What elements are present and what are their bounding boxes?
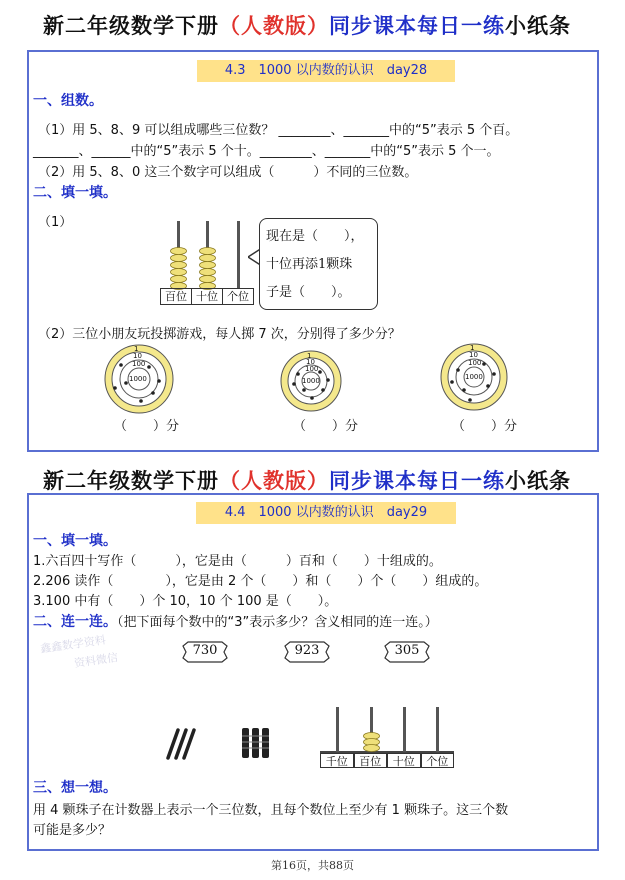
abacus-label-hundreds: 百位 [161,289,192,304]
question-label: （1） [38,215,73,230]
abacus-label-tens: 十位 [192,289,223,304]
section-connect-desc: （把下面每个数中的“3”表示多少？含义相同的连一连。） [117,615,438,630]
target-label-1000: 1000 [129,375,147,383]
abacus-label-row [160,288,254,305]
section-title-compose: 一、组数。 [33,93,103,109]
question-line: （1）用 5、8、9 可以组成哪些三位数？ ________、_______中的“5”表示 5 个百。 [38,123,519,138]
target-label-10: 10 [469,351,478,359]
abacus-label-ones: 个位 [227,290,249,303]
watermark-line-1: 鑫鑫数学资料 [39,633,107,656]
target-board-2 [276,350,346,412]
abacus-graphic [320,705,454,755]
abacus-four-digit[interactable] [320,705,454,767]
number-tag-305[interactable] [384,639,430,665]
target-board-1 [101,343,177,415]
target-label-1: 1 [134,345,139,353]
abacus-label-thousands: 千位 [320,753,354,768]
section-connect [33,611,438,631]
page-title-bottom [43,465,571,495]
question-line: 3.100 中有（ ）个 10，10 个 100 是（ ）。 [33,594,338,609]
lesson-badge-top: 4.3 1000 以内数的认识 day28 [197,60,455,82]
page-title-top [43,10,571,40]
target-board-3 [440,342,508,412]
title-part-edition: （人教版） [219,13,329,38]
target-label-1000: 1000 [302,377,320,385]
abacus-label-ones: 个位 [421,753,455,768]
number-tag-730[interactable] [182,639,228,665]
section-title-connect: 二、连一连。 [33,614,117,630]
section-title-fill: 二、填一填。 [33,185,117,201]
question-line: 2.206 读作（ ），它是由 2 个（ ）和（ ）个（ ）组成的。 [33,574,488,589]
bubble-line: 子是（ ）。 [266,285,351,300]
target-label-100: 100 [468,359,482,367]
target-label-10: 10 [133,352,142,360]
target-label-1: 1 [307,352,312,360]
question-line: （2）用 5、8、0 这三个数字可以组成（ ）不同的三位数。 [38,165,418,180]
number-tag-label: 730 [192,643,218,658]
abacus-label-hundreds: 百位 [354,753,388,768]
lesson-badge-bottom: 4.4 1000 以内数的认识 day29 [196,502,456,524]
bubble-line: 现在是（ ）， [266,229,364,244]
page-footer: 第16页，共88页 [271,859,354,872]
question-line: _______、______中的“5”表示 5 个十。________、_______中的“5”表示 5 个一。 [33,144,500,159]
number-tag-label: 923 [294,643,320,658]
abacus-label-tens: 十位 [387,753,421,768]
number-tag-label: 305 [394,643,420,658]
section-title-think: 三、想一想。 [33,780,117,796]
abacus-three-digit [160,218,255,308]
speech-bubble [248,218,378,310]
title-part-grade: 新二年级数学下册 [43,13,219,38]
think-line: 用 4 颗珠子在计数器上表示一个三位数，且每个数位上至少有 1 颗珠子。这三个数 [33,803,509,818]
bubble-line: 十位再添1颗珠 [266,257,353,272]
title-part-edition: （人教版） [219,468,329,493]
question-throw-game: （2）三位小朋友玩投掷游戏，每人掷 7 次，分别得了多少分？ [38,327,401,342]
think-line: 可能是多少？ [33,823,112,838]
title-part-grade: 新二年级数学下册 [43,468,219,493]
target-label-10: 10 [306,358,315,366]
stick-bundles-icon[interactable] [238,726,274,760]
title-part-practice: 同步课本每日一练 [329,468,505,493]
score-blank-3: （ ）分 [452,419,518,434]
title-part-practice: 同步课本每日一练 [329,13,505,38]
abacus-label-row [320,753,454,768]
section-title-fill: 一、填一填。 [33,533,117,549]
watermark-line-2: 资料微信 [73,650,119,670]
target-label-1: 1 [470,344,475,352]
score-blank-1: （ ）分 [114,419,180,434]
title-part-note: 小纸条 [505,468,571,493]
number-tag-923[interactable] [284,639,330,665]
question-line: 1.六百四十写作（ ），它是由（ ）百和（ ）十组成的。 [33,554,442,569]
target-label-1000: 1000 [465,373,483,381]
target-label-100: 100 [305,365,319,373]
sticks-three-icon[interactable] [158,728,200,760]
score-blank-2: （ ）分 [293,419,359,434]
bubble-body [259,218,378,310]
target-label-100: 100 [132,360,146,368]
title-part-note: 小纸条 [505,13,571,38]
